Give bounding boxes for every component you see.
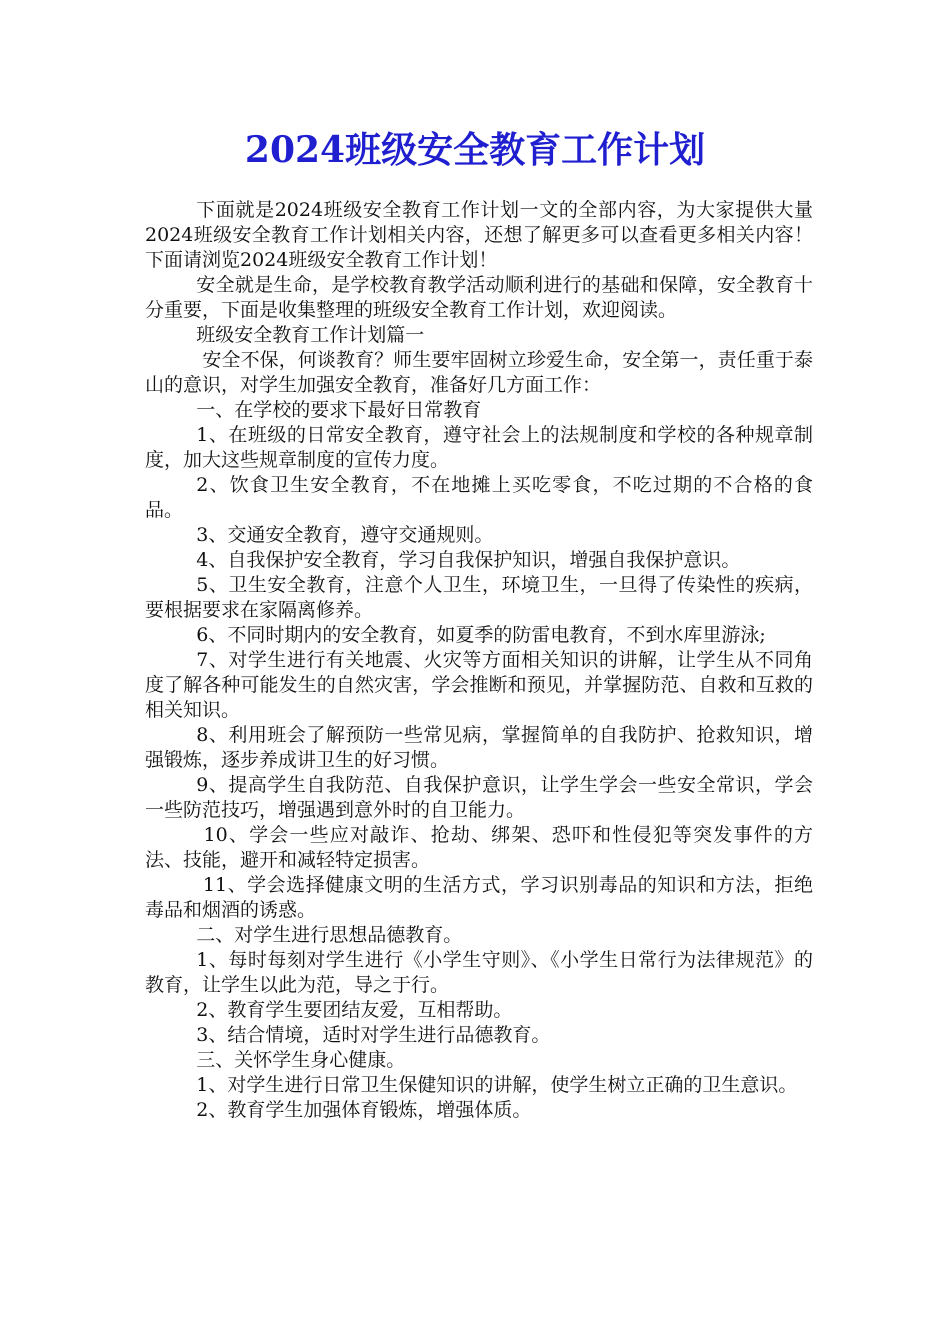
list-item: 9、提高学生自我防范、自我保护意识，让学生学会一些安全常识，学会一些防范技巧，增强遇到意外时的自卫能力。 — [145, 774, 813, 821]
list-item: 1、对学生进行日常卫生保健知识的讲解，使学生树立正确的卫生意识。 — [196, 1074, 798, 1096]
list-item: 2、教育学生加强体育锻炼，增强体质。 — [196, 1099, 532, 1121]
list-item: 4、自我保护安全教育，学习自我保护知识，增强自我保护意识。 — [196, 549, 741, 571]
list-item: 2、教育学生要团结友爱，互相帮助。 — [196, 999, 513, 1021]
list-item: 3、交通安全教育，遵守交通规则。 — [196, 524, 494, 546]
section-heading-part-one: 班级安全教育工作计划篇一 — [196, 324, 425, 346]
list-item: 1、每时每刻对学生进行《小学生守则》、《小学生日常行为法律规范》的教育，让学生以此为范，导之于行。 — [145, 949, 813, 996]
list-item: 3、结合情境，适时对学生进行品德教育。 — [196, 1024, 551, 1046]
paragraph-preface: 安全不保，何谈教育？师生要牢固树立珍爱生命，安全第一，责任重于泰山的意识，对学生加强安全教育，准备好几方面工作： — [145, 349, 813, 396]
document-body — [145, 198, 813, 1123]
paragraph-intro: 下面就是2024班级安全教育工作计划一文的全部内容，为大家提供大量2024班级安全教育工作计划相关内容，还想了解更多可以查看更多相关内容！下面请浏览2024班级安全教育工作计划！ — [145, 199, 813, 271]
list-item: 8、利用班会了解预防一些常见病，掌握简单的自我防护、抢救知识，增强锻炼，逐步养成讲卫生的好习惯。 — [145, 724, 813, 771]
list-item: 7、对学生进行有关地震、火灾等方面相关知识的讲解，让学生从不同角度了解各种可能发生的自然灾害，学会推断和预见，并掌握防范、自救和互救的相关知识。 — [145, 649, 813, 721]
list-item: 6、不同时期内的安全教育，如夏季的防雷电教育，不到水库里游泳; — [196, 624, 766, 646]
list-item: 5、卫生安全教育，注意个人卫生，环境卫生，一旦得了传染性的疾病，要根据要求在家隔离修养。 — [145, 574, 813, 621]
document-title: 2024班级安全教育工作计划 — [244, 129, 706, 171]
list-item: 1、在班级的日常安全教育，遵守社会上的法规制度和学校的各种规章制度，加大这些规章制度的宣传力度。 — [145, 424, 813, 471]
heading-health-care: 三、关怀学生身心健康。 — [196, 1049, 406, 1071]
list-item: 2、饮食卫生安全教育，不在地摊上买吃零食，不吃过期的不合格的食品。 — [145, 474, 813, 521]
heading-moral-education: 二、对学生进行思想品德教育。 — [196, 924, 463, 946]
heading-daily-education: 一、在学校的要求下最好日常教育 — [196, 399, 482, 421]
list-item: 10、学会一些应对敲诈、抢劫、绑架、恐吓和性侵犯等突发事件的方法、技能，避开和减轻特定损害。 — [145, 824, 813, 871]
list-item: 11、学会选择健康文明的生活方式，学习识别毒品的知识和方法，拒绝毒品和烟酒的诱惑。 — [145, 874, 813, 921]
paragraph-safety-is-life: 安全就是生命，是学校教育教学活动顺利进行的基础和保障，安全教育十分重要，下面是收集整理的班级安全教育工作计划，欢迎阅读。 — [145, 274, 813, 321]
